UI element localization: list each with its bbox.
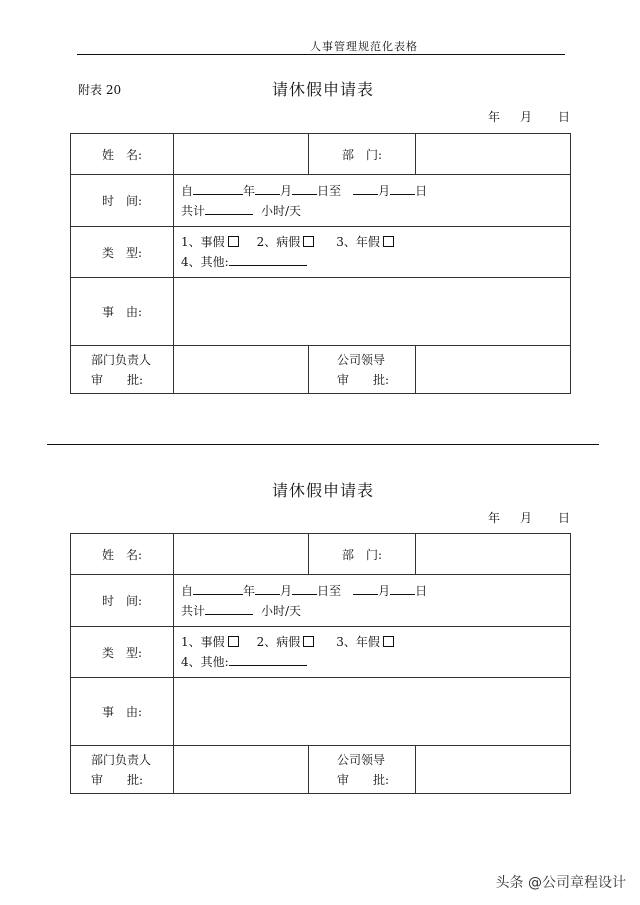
- checkbox-annual-leave[interactable]: [383, 236, 394, 247]
- time-field[interactable]: [174, 175, 571, 227]
- dept-label: 部 门:: [309, 534, 416, 575]
- name-label: 姓 名:: [71, 134, 174, 175]
- date-line: [488, 509, 578, 525]
- dept-head-label: 部门负责人 审 批:: [71, 346, 174, 394]
- form-title: 请休假申请表: [272, 80, 375, 99]
- start-day-blank[interactable]: [292, 182, 317, 195]
- option-annual-leave: 3、年假: [336, 235, 380, 249]
- time-label: 时 间:: [71, 575, 174, 627]
- dept-head-approval-field[interactable]: [174, 346, 309, 394]
- checkbox-annual-leave[interactable]: [383, 636, 394, 647]
- end-day-blank[interactable]: [390, 582, 415, 595]
- type-label: 类 型:: [71, 627, 174, 678]
- date-year: 年: [488, 511, 501, 525]
- company-leader-approval-field[interactable]: [416, 346, 571, 394]
- dept-label: 部 门:: [309, 134, 416, 175]
- date-line: [488, 108, 578, 124]
- leave-form-table: [70, 533, 571, 794]
- name-row: [71, 134, 571, 175]
- start-month-blank[interactable]: [255, 182, 280, 195]
- company-leader-label: 公司领导 审 批:: [309, 346, 416, 394]
- end-month-blank[interactable]: [353, 582, 378, 595]
- option-personal-leave: 1、事假: [181, 635, 225, 649]
- reason-field[interactable]: [174, 278, 571, 346]
- option-sick-leave: 2、病假: [256, 635, 301, 649]
- approval-row: [71, 746, 571, 794]
- start-year-blank[interactable]: [193, 582, 243, 595]
- start-year-blank[interactable]: [193, 182, 243, 195]
- date-day: 日: [558, 110, 571, 124]
- end-month-blank[interactable]: [353, 182, 378, 195]
- type-other: 4、其他:: [181, 652, 570, 672]
- type-field: [174, 227, 571, 278]
- date-day: 日: [558, 511, 571, 525]
- time-line-2: 共计 小时/天: [181, 603, 302, 618]
- dept-field[interactable]: [416, 134, 571, 175]
- section-divider: [47, 444, 599, 445]
- time-line-2: 共计 小时/天: [181, 203, 302, 218]
- dept-head-approval-field[interactable]: [174, 746, 309, 794]
- reason-label: 事 由:: [71, 278, 174, 346]
- time-line-1: 自 年 月 日至 月 日: [181, 183, 428, 198]
- other-blank[interactable]: [229, 653, 307, 666]
- name-field[interactable]: [174, 134, 309, 175]
- date-year: 年: [488, 110, 501, 124]
- name-field[interactable]: [174, 534, 309, 575]
- time-row: [71, 175, 571, 227]
- dept-head-label: 部门负责人 审 批:: [71, 746, 174, 794]
- checkbox-personal-leave[interactable]: [228, 636, 239, 647]
- other-blank[interactable]: [229, 253, 307, 266]
- type-label: 类 型:: [71, 227, 174, 278]
- leave-form-table: [70, 133, 571, 394]
- start-month-blank[interactable]: [255, 582, 280, 595]
- reason-label: 事 由:: [71, 678, 174, 746]
- option-personal-leave: 1、事假: [181, 235, 225, 249]
- reason-field[interactable]: [174, 678, 571, 746]
- date-month: 月: [520, 511, 533, 525]
- time-row: [71, 575, 571, 627]
- approval-row: [71, 346, 571, 394]
- type-row: [71, 627, 571, 678]
- type-row: [71, 227, 571, 278]
- checkbox-sick-leave[interactable]: [303, 236, 314, 247]
- type-other: 4、其他:: [181, 252, 570, 272]
- reason-row: [71, 278, 571, 346]
- company-leader-approval-field[interactable]: [416, 746, 571, 794]
- date-month: 月: [520, 110, 533, 124]
- reason-row: [71, 678, 571, 746]
- total-blank[interactable]: [205, 602, 253, 615]
- option-annual-leave: 3、年假: [336, 635, 380, 649]
- watermark: 头条 @公司章程设计: [495, 875, 626, 891]
- end-day-blank[interactable]: [390, 182, 415, 195]
- page-header: 人事管理规范化表格: [310, 40, 418, 53]
- option-sick-leave: 2、病假: [256, 235, 301, 249]
- name-row: [71, 534, 571, 575]
- header-rule: [77, 54, 565, 55]
- dept-field[interactable]: [416, 534, 571, 575]
- type-field: [174, 627, 571, 678]
- type-options: [181, 632, 570, 652]
- time-field[interactable]: [174, 575, 571, 627]
- type-options: [181, 232, 570, 252]
- total-blank[interactable]: [205, 202, 253, 215]
- time-line-1: 自 年 月 日至 月 日: [181, 583, 428, 598]
- checkbox-sick-leave[interactable]: [303, 636, 314, 647]
- form-number: 附表 20: [78, 83, 122, 97]
- checkbox-personal-leave[interactable]: [228, 236, 239, 247]
- name-label: 姓 名:: [71, 534, 174, 575]
- time-label: 时 间:: [71, 175, 174, 227]
- form-title: 请休假申请表: [272, 481, 375, 500]
- company-leader-label: 公司领导 审 批:: [309, 746, 416, 794]
- start-day-blank[interactable]: [292, 582, 317, 595]
